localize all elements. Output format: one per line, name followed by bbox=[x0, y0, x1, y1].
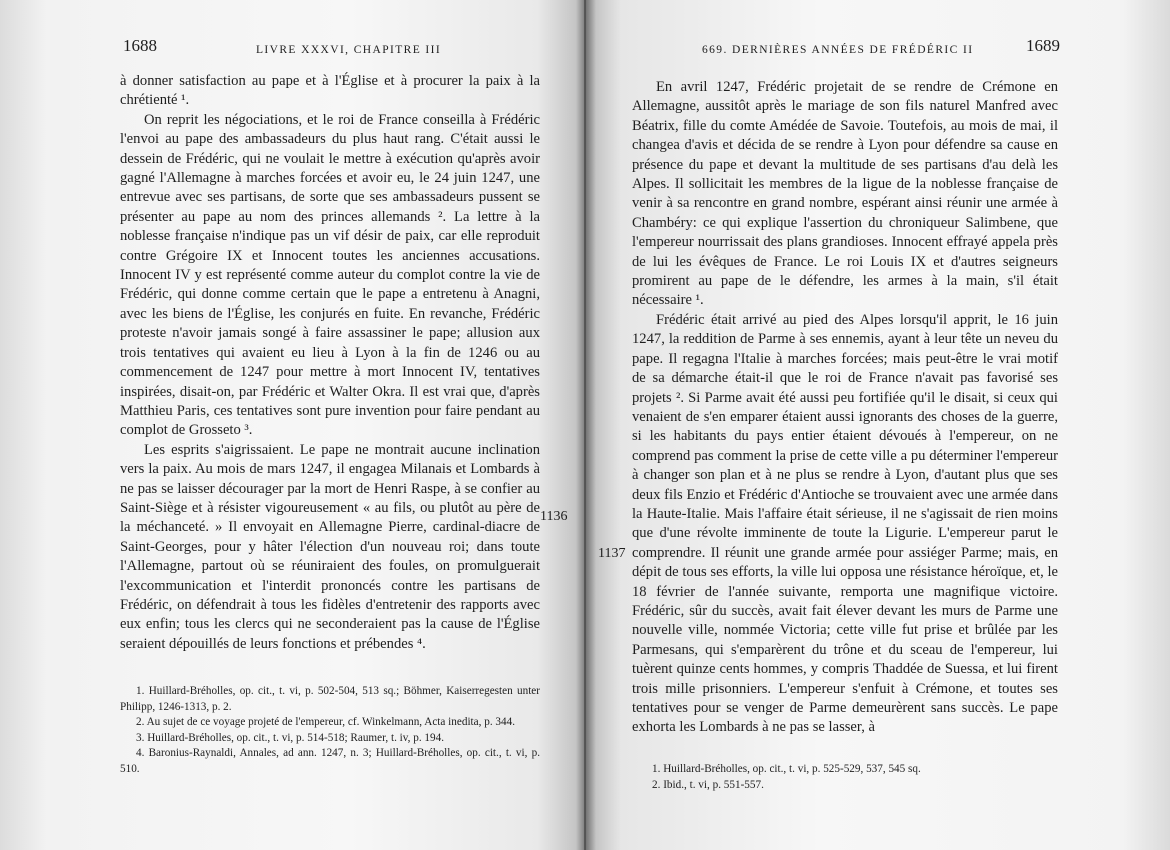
running-head: LIVRE XXXVI, CHAPITRE III bbox=[256, 44, 442, 56]
paragraph: à donner satisfaction au pape et à l'Église et à procurer la paix à la chrétienté ¹. bbox=[120, 73, 540, 109]
footnotes bbox=[636, 762, 1056, 793]
paragraph: Les esprits s'aigrissaient. Le pape ne montrait aucune inclination vers la paix. Au mois de mars 1247, il engagea Milanais et Lombards à ne pas se laisser décourager par la mort de Henri Raspe, à se confier au Saint-Siège et à résister vigoureusement « au fils, ou plutôt au père de la méchanceté. » Il envoyait en Allemagne Pierre, cardinal-diacre de Saint-Georges, pour y hâter l'élection d'un nouveau roi; dans toute l'Allemagne, partout où se réuniraient des foules, on promulguerait l'excommunication et l'interdit prononcés contre les partisans de Frédéric, on défendrait à tous les fidèles d'entretenir des rapports avec eux enfin; tous les clercs qui ne seconderaient pas la cause de l'Église seraient dépouillés de leurs fonctions et prébendes ⁴. bbox=[120, 441, 540, 652]
footnotes bbox=[120, 684, 540, 778]
left-page bbox=[0, 0, 584, 850]
running-head: 669. DERNIÈRES ANNÉES DE FRÉDÉRIC II bbox=[702, 44, 974, 56]
footnote: 2. Ibid., t. vi, p. 551-557. bbox=[652, 778, 764, 791]
body-text bbox=[120, 72, 540, 654]
margin-number: 1136 bbox=[540, 509, 568, 524]
footnote: 1. Huillard-Bréholles, op. cit., t. vi, p. 502-504, 513 sq.; Böhmer, Kaiserregesten unter Philipp, 1246-1313, p. 2. bbox=[120, 685, 540, 713]
paragraph: En avril 1247, Frédéric projetait de se rendre de Crémone en Allemagne, aussitôt après le mariage de son fils naturel Manfred avec Béatrix, fille du comte Amédée de Savoie. Toutefois, au mois de mai, il changea d'avis et décida de se rendre à Lyon pour défendre sa cause en présence du pape et devant la multitude de ses partisans d'au delà les Alpes. Il sollicitait les membres de la ligue de la noblesse française de venir à sa rencontre en grand nombre, espérant ainsi réunir une armée à Chambéry: ce qui explique l'assertion du chroniqueur Salimbene, que l'empereur nourrissait des plans grandioses. Innocent effrayé appela près de lui les évêques de France. Le roi Louis IX et d'autres seigneurs promirent au pape de le défendre, les armes à la main, s'il était nécessaire ¹. bbox=[632, 79, 1058, 309]
paragraph: Frédéric était arrivé au pied des Alpes lorsqu'il apprit, le 16 juin 1247, la reddition de Parme à ses ennemis, ayant à leur tête un neveu du pape. Il regagna l'Italie à marches forcées; mais peut-être le vrai motif de sa démarche était-il que le roi de France n'avait pas favorisé ses projets ². Si Parme avait été aussi peu fortifiée qu'il le disait, si ceux qui venaient de s'en emparer étaient aussi ignorants des choses de la guerre, si les habitants du pays entier étaient dévoués à l'empereur, on ne comprend pas comment la prise de cette ville a pu déterminer l'empereur à changer son plan et à ne plus se rendre à Lyon, d'autant plus que ses deux fils Enzio et Frédéric d'Antioche se trouvaient avec une armée dans la Haute-Italie. Mais l'affaire était sérieuse, il ne s'agissait de rien moins que d'une révolte imminente de toute la Ligurie. L'empereur parut le comprendre. Il réunit une grande armée pour assiéger Parme; mais, en dépit de tous ses efforts, la ville lui opposa une résistance héroïque, et, le 18 février de l'année suivante, remporta une magnifique victoire. Frédéric, sûr du succès, avait fait élever devant les murs de Parme une nouvelle ville, nommée Victoria; cette ville fut prise et brûlée par les Parmesans, qui s'emparèrent du trône et du sceau de l'empereur, lui tuèrent quinze cents hommes, y compris Thaddée de Suessa, et lui firent trois mille prisonniers. L'empereur s'enfuit à Crémone, et toutes ses tentatives pour se venger de Parme demeurèrent sans succès. Le pape exhorta les Lombards à ne pas se lasser, à bbox=[632, 311, 1058, 736]
footnote: 2. Au sujet de ce voyage projeté de l'empereur, cf. Winkelmann, Acta inedita, p. 344. bbox=[136, 716, 515, 729]
footnote: 1. Huillard-Bréholles, op. cit., t. vi, p. 525-529, 537, 545 sq. bbox=[652, 763, 921, 775]
body-text bbox=[632, 78, 1058, 738]
footnote: 3. Huillard-Bréholles, op. cit., t. vi, p. 514-518; Raumer, t. iv, p. 194. bbox=[136, 731, 444, 744]
page-number: 1689 bbox=[1026, 36, 1060, 55]
page-number: 1688 bbox=[123, 36, 157, 55]
paragraph: On reprit les négociations, et le roi de France conseilla à Frédéric l'envoi au pape des ambassadeurs du plus haut rang. C'était aussi le dessein de Frédéric, qui ne voulait le mettre à exécution qu'après avoir gagné l'Allemagne à marches forcées et avoir eu, le 24 juin 1247, une entrevue avec ses partisans, de sorte que ses ambassadeurs pussent se présenter au pape au nom des princes allemands ². La lettre à la noblesse française n'indique pas un vif désir de paix, car elle reproduit contre Grégoire IX et Innocent toutes les anciennes accusations. Innocent IV y est représenté comme auteur du complot contre la vie de Frédéric, qui donne comme certain que le pape a entretenu à Anagni, avec les biens de l'Église, les conjurés en fuite. En revanche, Frédéric proteste n'avoir jamais songé à faire assassiner le pape; allusion aux trois tentatives qui avaient eu lieu à Lyon à la fin de 1246 ou au commencement de 1247 pour mettre à mort Innocent IV, tentatives inspirées, disait-on, par Frédéric et Walter Okra. Il est vrai que, d'après Matthieu Paris, ces tentatives sont pure invention pour faire pendant au complot de Grosseto ³. bbox=[120, 111, 540, 439]
book-gutter bbox=[576, 0, 596, 850]
right-page bbox=[586, 0, 1170, 850]
margin-number: 1137 bbox=[598, 546, 626, 561]
footnote: 4. Baronius-Raynaldi, Annales, ad ann. 1247, n. 3; Huillard-Bréholles, op. cit., t. vi, p. 510. bbox=[120, 747, 540, 775]
